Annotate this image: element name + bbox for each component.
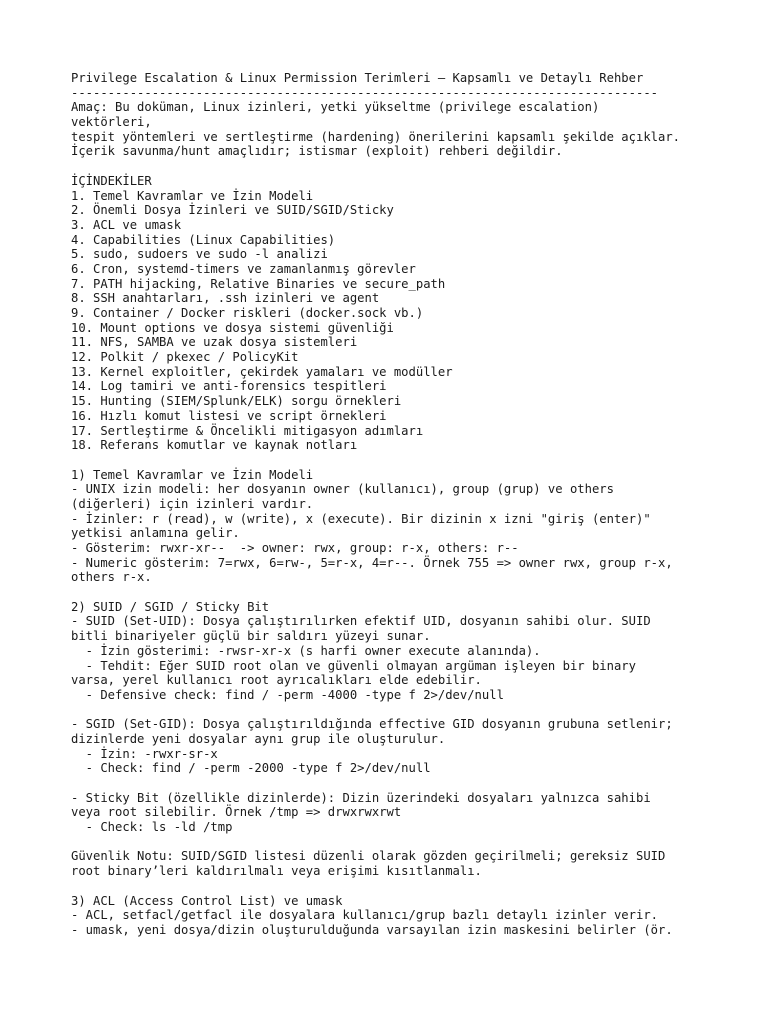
text-line: 15. Hunting (SIEM/Splunk/ELK) sorgu örnekleri <box>71 394 402 409</box>
text-line: yetkisi anlamına gelir. <box>71 526 240 541</box>
text-line: -------------------------------------------------------------------------------- <box>71 85 658 100</box>
text-line: İÇİNDEKİLER <box>71 173 152 188</box>
text-line: veya root silebilir. Örnek /tmp => drwxrwxrwt <box>71 805 402 820</box>
text-line: 7. PATH hijacking, Relative Binaries ve secure_path <box>71 276 446 291</box>
text-line: - İzin: -rwxr-sr-x <box>71 746 218 761</box>
blank-line <box>71 703 711 718</box>
text-line: - Check: ls -ld /tmp <box>71 820 233 835</box>
text-line: 17. Sertleştirme & Öncelikli mitigasyon adımları <box>71 423 424 438</box>
text-line: 13. Kernel exploitler, çekirdek yamaları ve modüller <box>71 364 453 379</box>
document-body <box>71 71 711 938</box>
text-line: root binary’leri kaldırılmalı veya erişimi kısıtlanmalı. <box>71 864 482 879</box>
text-line: - Defensive check: find / -perm -4000 -type f 2>/dev/null <box>71 687 504 702</box>
blank-line <box>71 453 711 468</box>
text-line: 9. Container / Docker riskleri (docker.sock vb.) <box>71 306 424 320</box>
text-line: 1) Temel Kavramlar ve İzin Modeli <box>71 467 314 482</box>
text-line: - ACL, setfacl/getfacl ile dosyalara kullanıcı/grup bazlı detaylı izinler verir. <box>71 908 658 923</box>
text-line: Privilege Escalation & Linux Permission Terimleri — Kapsamlı ve Detaylı Rehber <box>71 71 644 85</box>
text-line: 1. Temel Kavramlar ve İzin Modeli <box>71 188 314 203</box>
text-line: - Sticky Bit (özellikle dizinlerde): Dizin üzerindeki dosyaları yalnızca sahibi <box>71 790 651 805</box>
text-line: 3) ACL (Access Control List) ve umask <box>71 893 343 908</box>
text-line: - İzin gösterimi: -rwsr-xr-x (s harfi owner execute alanında). <box>71 643 541 658</box>
text-line: 2. Önemli Dosya İzinleri ve SUID/SGID/Sticky <box>71 203 394 218</box>
text-line: dizinlerde yeni dosyalar aynı grup ile oluşturulur. <box>71 731 446 746</box>
text-line: varsa, yerel kullanıcı root ayrıcalıkları elde edebilir. <box>71 673 482 688</box>
text-line: - Tehdit: Eğer SUID root olan ve güvenli olmayan argüman işleyen bir binary <box>71 658 636 673</box>
text-line: 6. Cron, systemd-timers ve zamanlanmış görevler <box>71 261 416 276</box>
text-line: - İzinler: r (read), w (write), x (execute). Bir dizinin x izni "giriş (enter)" <box>71 511 651 526</box>
text-line: 2) SUID / SGID / Sticky Bit <box>71 599 270 614</box>
blank-line <box>71 159 711 174</box>
text-line: 12. Polkit / pkexec / PolicyKit <box>71 350 299 365</box>
text-line: tespit yöntemleri ve sertleştirme (hardening) önerilerini kapsamlı şekilde açıklar. <box>71 129 681 144</box>
text-line: 3. ACL ve umask <box>71 217 182 232</box>
text-line: 8. SSH anahtarları, .ssh izinleri ve agent <box>71 291 380 306</box>
text-line: - UNIX izin modeli: her dosyanın owner (kullanıcı), group (grup) ve others <box>71 482 614 497</box>
text-line: (diğerleri) için izinleri vardır. <box>71 496 314 511</box>
text-line: - SGID (Set-GID): Dosya çalıştırıldığında effective GID dosyanın grubuna setlenir; <box>71 717 673 732</box>
blank-line <box>71 776 711 791</box>
blank-line <box>71 585 711 600</box>
text-line: - Gösterim: rwxr-xr-- -> owner: rwx, group: r-x, others: r-- <box>71 541 519 555</box>
text-line: Amaç: Bu doküman, Linux izinleri, yetki yükseltme (privilege escalation) <box>71 100 600 115</box>
text-line: - Numeric gösterim: 7=rwx, 6=rw-, 5=r-x, 4=r--. Örnek 755 => owner rwx, group r-x, <box>71 555 673 570</box>
text-line: 4. Capabilities (Linux Capabilities) <box>71 232 336 247</box>
text-line: 14. Log tamiri ve anti-forensics tespitleri <box>71 379 387 394</box>
text-line: 11. NFS, SAMBA ve uzak dosya sistemleri <box>71 335 358 350</box>
text-line: - Check: find / -perm -2000 -type f 2>/dev/null <box>71 761 431 776</box>
text-line: - umask, yeni dosya/dizin oluşturulduğunda varsayılan izin maskesini belirler (ör. <box>71 922 673 937</box>
text-line: 16. Hızlı komut listesi ve script örnekleri <box>71 408 387 423</box>
text-line: - SUID (Set-UID): Dosya çalıştırılırken efektif UID, dosyanın sahibi olur. SUID <box>71 614 651 629</box>
text-line: 18. Referans komutlar ve kaynak notları <box>71 438 358 453</box>
text-line: 10. Mount options ve dosya sistemi güvenliği <box>71 320 394 335</box>
blank-line <box>71 835 711 850</box>
text-line: İçerik savunma/hunt amaçlıdır; istismar (exploit) rehberi değildir. <box>71 144 563 159</box>
text-line: 5. sudo, sudoers ve sudo -l analizi <box>71 247 328 262</box>
text-line: Güvenlik Notu: SUID/SGID listesi düzenli olarak gözden geçirilmeli; gereksiz SUID <box>71 849 666 864</box>
text-line: vektörleri, <box>71 115 152 130</box>
text-line: others r-x. <box>71 570 152 585</box>
blank-line <box>71 879 711 894</box>
text-line: bitli binariyeler güçlü bir saldırı yüzeyi sunar. <box>71 629 431 644</box>
